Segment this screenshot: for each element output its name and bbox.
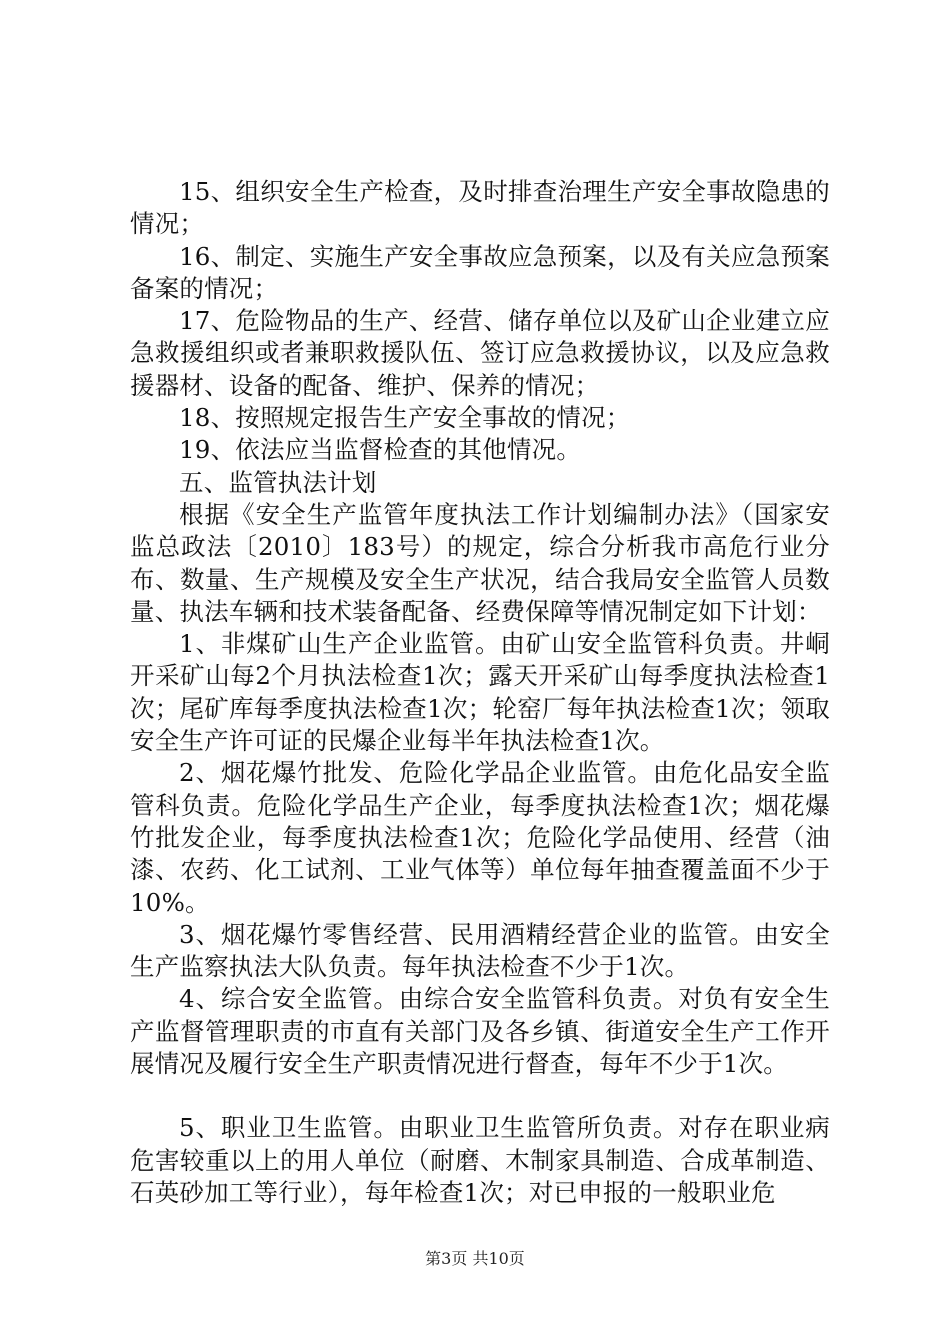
paragraph: 18、按照规定报告生产安全事故的情况； [179,403,631,433]
blank-line [130,1080,830,1112]
paragraph: 2、烟花爆竹批发、危险化学品企业监管。由危化品安全监管科负责。危险化学品生产企业，每季度执法检查1次；烟花爆竹批发企业，每季度执法检查1次；危险化学品使用、经营（油漆、农药、化工试剂、工业气体等）单位每年抽查覆盖面不少于10%。 [130,758,830,917]
document-body [130,176,830,1209]
paragraph: 19、依法应当监督检查的其他情况。 [179,435,582,465]
paragraph: 4、综合安全监管。由综合安全监管科负责。对负有安全生产监督管理职责的市直有关部门及各乡镇、街道安全生产工作开展情况及履行安全生产职责情况进行督查，每年不少于1次。 [130,984,830,1079]
paragraph: 17、危险物品的生产、经营、储存单位以及矿山企业建立应急救援组织或者兼职救援队伍、签订应急救援协议，以及应急救援器材、设备的配备、维护、保养的情况； [130,306,830,400]
page-footer: 第3页 共10页 [425,1249,525,1268]
paragraph: 16、制定、实施生产安全事故应急预案，以及有关应急预案备案的情况； [130,241,830,303]
section-heading: 五、监管执法计划 [179,467,377,497]
paragraph: 根据《安全生产监管年度执法工作计划编制办法》（国家安监总政法〔2010〕183号）的规定，综合分析我市高危行业分布、数量、生产规模及安全生产状况，结合我局安全监管人员数量、执法车辆和技术装备配备、经费保障等情况制定如下计划： [130,499,830,626]
paragraph: 5、职业卫生监管。由职业卫生监管所负责。对存在职业病危害较重以上的用人单位（耐磨、木制家具制造、合成革制造、石英砂加工等行业），每年检查1次；对已申报的一般职业危 [130,1113,830,1207]
paragraph: 3、烟花爆竹零售经营、民用酒精经营企业的监管。由安全生产监察执法大队负责。每年执法检查不少于1次。 [130,919,830,982]
paragraph: 1、非煤矿山生产企业监管。由矿山安全监管科负责。井峒开采矿山每2个月执法检查1次；露天开采矿山每季度执法检查1次；尾矿库每季度执法检查1次；轮窑厂每年执法检查1次；领取安全生产许可证的民爆企业每半年执法检查1次。 [130,629,830,756]
paragraph: 15、组织安全生产检查，及时排查治理生产安全事故隐患的情况； [130,177,830,239]
